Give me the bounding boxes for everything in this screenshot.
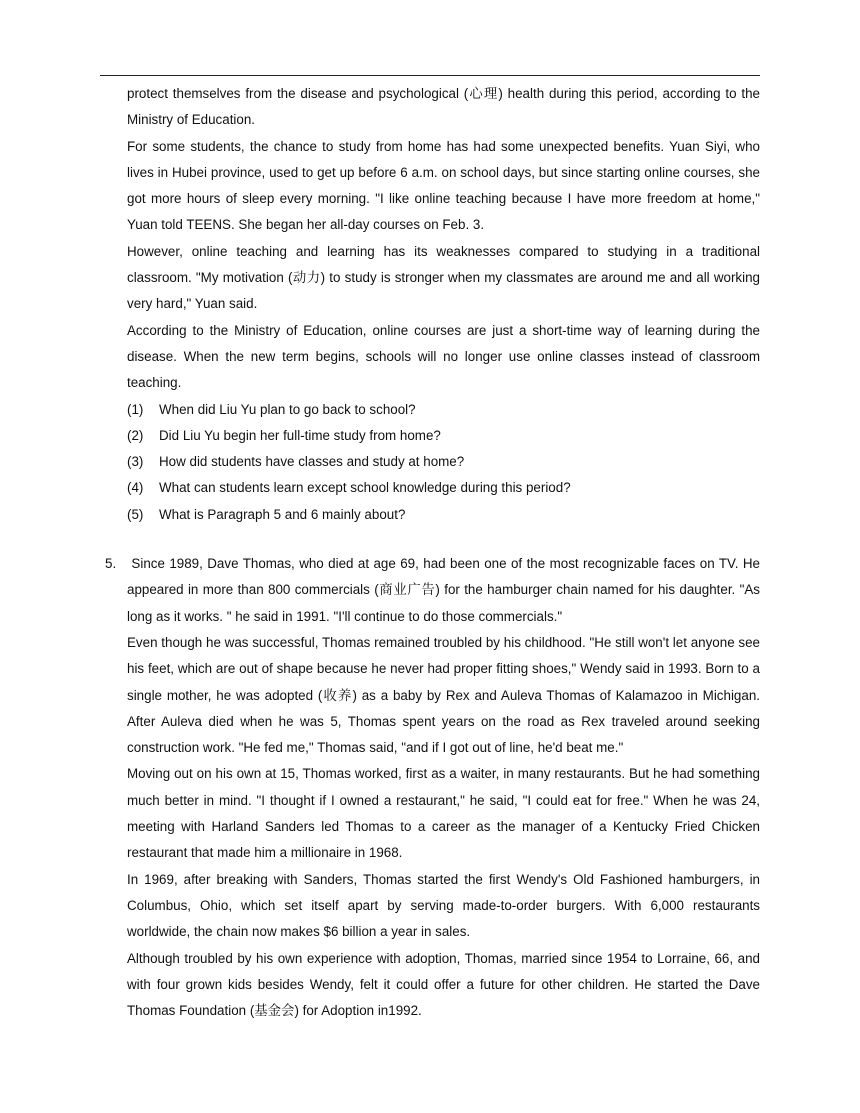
question-text: When did Liu Yu plan to go back to school? [159, 401, 416, 417]
question-number: (3) [127, 454, 144, 470]
header-rule [100, 75, 760, 76]
question-text: Did Liu Yu begin her full-time study from home? [159, 427, 441, 443]
paragraph: Even though he was successful, Thomas remained troubled by his childhood. "He still won't let anyone see his feet, which are out of shape because he never had proper fitting shoes," Wendy said in 1993. Born to a single mother, he was adopted (收养) as a baby by Rex and Auleva Thomas of Kalamazoo in Michigan. After Auleva died when he was 5, Thomas spent years on the road as Rex traveled around seeking construction work. "He fed me," Thomas said, "and if I got out of line, he'd beat me." [127, 634, 760, 756]
question-text: What can students learn except school knowledge during this period? [159, 480, 571, 496]
question-item [127, 423, 760, 449]
section-number: 5. [105, 556, 117, 572]
question-item [127, 475, 760, 501]
question-text: What is Paragraph 5 and 6 mainly about? [159, 506, 406, 522]
paragraph: For some students, the chance to study from home has had some unexpected benefits. Yuan Siyi, who lives in Hubei province, used to get up before 6 a.m. on school days, but since starting online courses, she got more hours of sleep every morning. "I like online teaching because I have more freedom at home," Yuan told TEENS. She began her all-day courses on Feb. 3. [127, 138, 760, 233]
paragraph: According to the Ministry of Education, online courses are just a short-time way of learning during the disease. When the new term begins, schools will no longer use online classes instead of classroom teaching. [127, 322, 760, 391]
question-item [127, 502, 760, 528]
question-number: (2) [127, 427, 144, 443]
section-gap [127, 528, 760, 551]
paragraph: protect themselves from the disease and psychological (心理) health during this period, according to the Ministry of Education. [127, 86, 760, 128]
paragraph: Moving out on his own at 15, Thomas worked, first as a waiter, in many restaurants. But he had something much better in mind. "I thought if I owned a restaurant," he said, "I could eat for free." When he was 24, meeting with Harland Sanders led Thomas to a career as the manager of a Kentucky Fried Chicken restaurant that made him a millionaire in 1968. [127, 766, 760, 861]
section-first-text: Since 1989, Dave Thomas, who died at age 69, had been one of the most recognizable faces on TV. He appeared in more than 800 commercials (商业广告) for the hamburger chain named for his daughter. "As long as it works. " he said in 1991. "I'll continue to do those commercials." [127, 556, 760, 624]
section-first-paragraph [105, 551, 760, 630]
question-number: (4) [127, 480, 144, 496]
paragraph: However, online teaching and learning has its weaknesses compared to studying in a traditional classroom. "My motivation (动力) to study is stronger when my classmates are around me and all working very hard," Yuan said. [127, 243, 760, 312]
question-number: (1) [127, 401, 144, 417]
question-text: How did students have classes and study at home? [159, 454, 465, 470]
paragraph: In 1969, after breaking with Sanders, Thomas started the first Wendy's Old Fashioned hamburgers, in Columbus, Ohio, which set itself apart by serving made-to-order burgers. With 6,000 restaurants worldwide, the chain now makes $6 billion a year in sales. [127, 871, 760, 940]
paragraph: Although troubled by his own experience with adoption, Thomas, married since 1954 to Lorraine, 66, and with four grown kids besides Wendy, felt it could offer a future for other children. He started the Dave Thomas Foundation (基金会) for Adoption in1992. [127, 950, 760, 1019]
question-number: (5) [127, 506, 144, 522]
document-body [105, 81, 760, 1024]
question-item [127, 449, 760, 475]
question-item [127, 397, 760, 423]
